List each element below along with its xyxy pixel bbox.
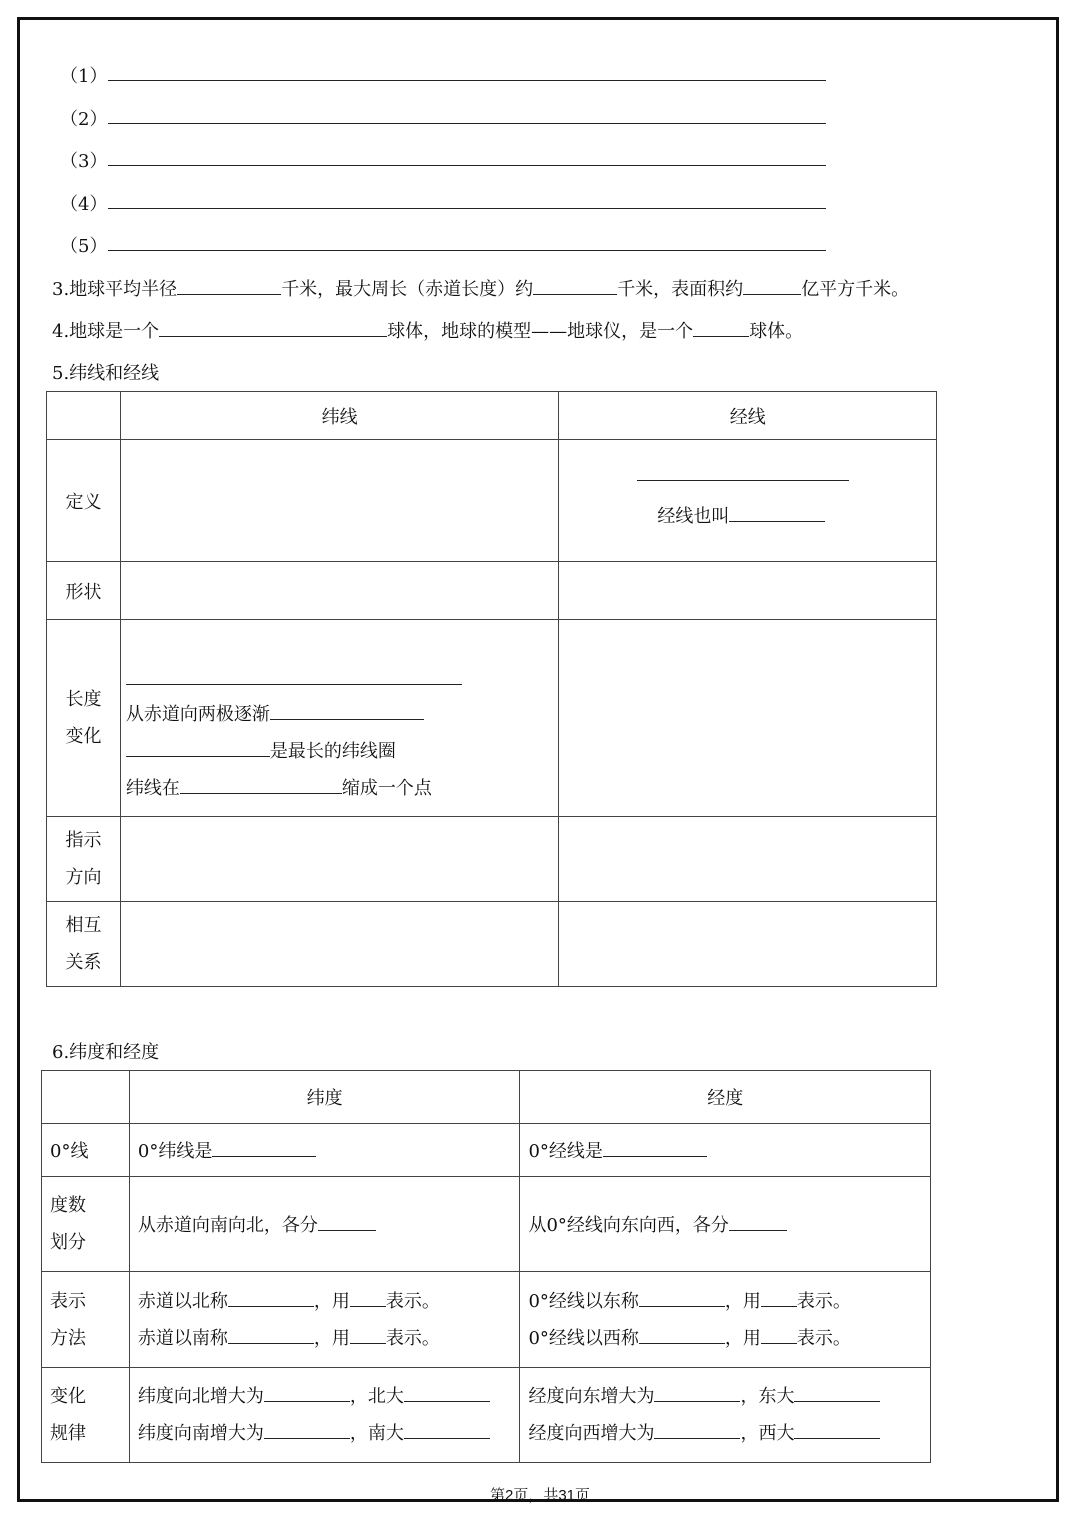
row-label-shape: 形状	[47, 562, 121, 620]
notation-south-symbol-blank[interactable]	[350, 1325, 386, 1344]
table-row-definition	[47, 440, 937, 562]
meridian-alias-blank[interactable]	[729, 503, 825, 522]
q3-blank-radius[interactable]	[177, 276, 281, 295]
table-row-length	[47, 620, 937, 817]
cell-parallel-definition[interactable]	[120, 440, 558, 562]
cell-parallel-direction[interactable]	[120, 817, 558, 902]
zero-longitude-blank[interactable]	[603, 1138, 707, 1157]
length-blank-2[interactable]	[270, 701, 424, 720]
q6-header-corner	[42, 1071, 130, 1124]
change-west-sign-blank[interactable]	[794, 1420, 880, 1439]
length-line-4: 纬线在 缩成一个点	[126, 774, 432, 800]
answer-rule-5[interactable]	[108, 250, 826, 251]
header-meridian: 经线	[559, 392, 937, 440]
q6-row-division	[42, 1177, 931, 1272]
change-east-max-blank[interactable]	[654, 1383, 740, 1402]
q6-row-zero-line	[42, 1124, 931, 1177]
cell-change-latitude: 纬度向北增大为 ，北大 纬度向南增大为 ，南大	[129, 1368, 520, 1463]
cell-parallel-relation[interactable]	[120, 902, 558, 987]
q4-blank-earth-shape[interactable]	[159, 318, 387, 337]
header-longitude: 经度	[520, 1071, 931, 1124]
q6-title: 6.纬度和经度	[52, 1042, 160, 1063]
table-header-row	[47, 392, 937, 440]
cell-meridian-length[interactable]	[559, 620, 937, 817]
q6-header-row	[42, 1071, 931, 1124]
latitude-longitude-table	[41, 1070, 931, 1463]
cell-meridian-definition	[559, 440, 937, 562]
question-3: 3.地球平均半径 千米，最大周长（赤道长度）约 千米，表面积约 亿平方千米。	[52, 275, 909, 301]
cell-division-latitude: 从赤道向南向北，各分	[129, 1177, 520, 1272]
notation-north-symbol-blank[interactable]	[350, 1288, 386, 1307]
answer-rule-4[interactable]	[108, 208, 826, 209]
answer-rule-2[interactable]	[108, 123, 826, 124]
cell-division-longitude: 从0°经线向东向西，各分	[520, 1177, 931, 1272]
cell-parallel-shape[interactable]	[120, 562, 558, 620]
change-south-sign-blank[interactable]	[404, 1420, 490, 1439]
answer-rule-1[interactable]	[108, 80, 826, 81]
row-label-change: 变化 规律	[42, 1368, 130, 1463]
change-north-max-blank[interactable]	[264, 1383, 350, 1402]
length-blank-4[interactable]	[180, 775, 342, 794]
length-line-3: 是最长的纬线圈	[126, 737, 396, 763]
row-label-direction: 指示 方向	[47, 817, 121, 902]
answer-rule-3[interactable]	[108, 165, 826, 166]
meridian-definition-blank[interactable]	[637, 480, 849, 481]
change-west-max-blank[interactable]	[654, 1420, 740, 1439]
notation-south-blank[interactable]	[228, 1325, 314, 1344]
division-longitude-blank[interactable]	[729, 1212, 787, 1231]
header-latitude: 纬度	[129, 1071, 520, 1124]
cell-parallel-length	[120, 620, 558, 817]
change-east-sign-blank[interactable]	[794, 1383, 880, 1402]
cell-meridian-direction[interactable]	[559, 817, 937, 902]
page-footer: 第2页，共31页	[489, 1487, 591, 1504]
notation-west-symbol-blank[interactable]	[761, 1325, 797, 1344]
q3-blank-area[interactable]	[743, 276, 801, 295]
length-blank-1[interactable]	[126, 684, 462, 685]
notation-east-symbol-blank[interactable]	[761, 1288, 797, 1307]
table-row-direction	[47, 817, 937, 902]
division-latitude-blank[interactable]	[318, 1212, 376, 1231]
cell-zero-longitude: 0°经线是	[520, 1124, 931, 1177]
q6-row-change	[42, 1368, 931, 1463]
header-parallel: 纬线	[120, 392, 558, 440]
row-label-division: 度数 划分	[42, 1177, 130, 1272]
zero-latitude-blank[interactable]	[212, 1138, 316, 1157]
row-label-zero-line: 0°线	[42, 1124, 130, 1177]
q4-blank-globe-shape[interactable]	[693, 318, 749, 337]
cell-change-longitude: 经度向东增大为 ，东大 经度向西增大为 ，西大	[520, 1368, 931, 1463]
question-4: 4.地球是一个 球体，地球的模型——地球仪，是一个 球体。	[52, 317, 803, 343]
row-label-notation: 表示 方法	[42, 1272, 130, 1368]
cell-notation-latitude: 赤道以北称 ，用 表示。 赤道以南称 ，用 表示。	[129, 1272, 520, 1368]
change-south-max-blank[interactable]	[264, 1420, 350, 1439]
row-label-length: 长度 变化	[47, 620, 121, 817]
meridian-alias-line: 经线也叫	[657, 502, 825, 528]
length-blank-3[interactable]	[126, 738, 270, 757]
cell-meridian-shape[interactable]	[559, 562, 937, 620]
parallels-meridians-table	[46, 391, 937, 987]
length-line-2: 从赤道向两极逐渐	[126, 700, 424, 726]
header-corner	[47, 392, 121, 440]
table-row-shape	[47, 562, 937, 620]
notation-north-blank[interactable]	[228, 1288, 314, 1307]
table-row-relation	[47, 902, 937, 987]
row-label-definition: 定义	[47, 440, 121, 562]
q3-blank-circumference[interactable]	[533, 276, 617, 295]
q5-title: 5.纬线和经线	[52, 363, 160, 384]
row-label-relation: 相互 关系	[47, 902, 121, 987]
notation-west-blank[interactable]	[639, 1325, 725, 1344]
change-north-sign-blank[interactable]	[404, 1383, 490, 1402]
notation-east-blank[interactable]	[639, 1288, 725, 1307]
q6-row-notation	[42, 1272, 931, 1368]
cell-notation-longitude: 0°经线以东称 ，用 表示。 0°经线以西称 ，用 表示。	[520, 1272, 931, 1368]
cell-zero-latitude: 0°纬线是	[129, 1124, 520, 1177]
cell-meridian-relation[interactable]	[559, 902, 937, 987]
